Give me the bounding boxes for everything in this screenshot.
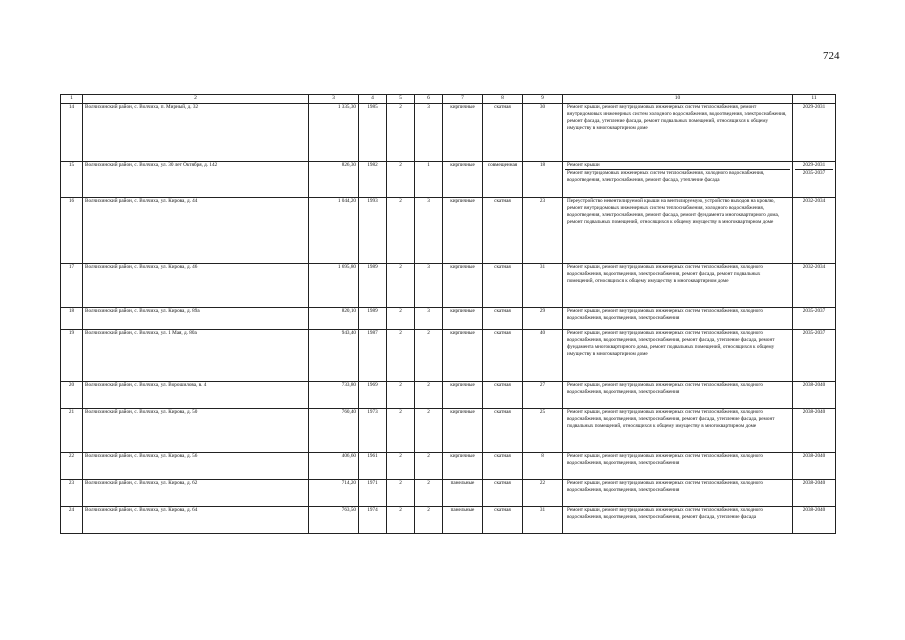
- col5-cell: 2: [387, 480, 415, 507]
- work-item: Ремонт внутридомовых инженерных систем теплоснабжения, холодного водоснабжения, водоотведения, электроснабжения, ремонт фасада, утепление фасада: [565, 169, 790, 184]
- column-header: 1: [61, 95, 83, 104]
- works-cell: [563, 453, 793, 480]
- year-cell: 1985: [359, 104, 387, 162]
- table-row: [61, 480, 836, 507]
- address-cell: Волчихинский район, с. Волчиха, п. Мирный, д. 32: [83, 104, 309, 162]
- column-header: 8: [483, 95, 523, 104]
- column-header: 3: [309, 95, 359, 104]
- work-item: Ремонт крыши, ремонт внутридомовых инженерных систем теплоснабжения, холодного водоснабжения, водоотведения, электроснабжения: [567, 308, 763, 321]
- col6-cell: 3: [415, 308, 443, 330]
- roof-type-cell: скатная: [483, 198, 523, 264]
- area-cell: 1 695,80: [309, 264, 359, 308]
- term-item: 2038-2040: [802, 382, 826, 388]
- page-number: 724: [823, 50, 840, 62]
- table-row: [61, 507, 836, 534]
- col5-cell: 2: [387, 198, 415, 264]
- works-cell: [563, 104, 793, 162]
- walls-material-cell: кирпичные: [443, 409, 483, 453]
- works-cell: [563, 382, 793, 409]
- col6-cell: 3: [415, 198, 443, 264]
- term-cell: [793, 382, 836, 409]
- area-cell: 1 044,20: [309, 198, 359, 264]
- col9-cell: 30: [523, 104, 563, 162]
- works-cell: [563, 507, 793, 534]
- walls-material-cell: кирпичные: [443, 330, 483, 382]
- col5-cell: 2: [387, 330, 415, 382]
- work-item: Ремонт крыши, ремонт внутридомовых инженерных систем теплоснабжения, холодного водоснабжения, водоотведения, электроснабжения: [567, 480, 763, 493]
- term-item: 2029-2031: [802, 104, 826, 110]
- row-number: 24: [61, 507, 83, 534]
- table-row: [61, 409, 836, 453]
- term-cell: [793, 409, 836, 453]
- col5-cell: 2: [387, 264, 415, 308]
- term-item: 2032-2034: [802, 198, 826, 204]
- col9-cell: 18: [523, 162, 563, 198]
- work-item: Ремонт крыши, ремонт внутридомовых инженерных систем теплоснабжения, холодного водоснабжения, водоотведения, электроснабжения, ремонт фасада, утепление фасада, ремонт фундамента многоквартирного дома, ремонт подвальных помещений, относящихся к общему имуществу в многоквартирном доме: [567, 330, 775, 357]
- address-cell: Волчихинский район, с. Волчиха, ул. Кирова, д. 56: [83, 453, 309, 480]
- table-row: [61, 330, 836, 382]
- roof-type-cell: скатная: [483, 104, 523, 162]
- address-cell: Волчихинский район, с. Волчиха, ул. Кирова, д. 46: [83, 264, 309, 308]
- work-item: Ремонт крыши, ремонт внутридомовых инженерных систем теплоснабжения, холодного водоснабжения, водоотведения, электроснабжения, ремонт фасада, ремонт подвальных помещений, относящихся к общему имуществу в многоквартирном доме: [567, 264, 763, 284]
- col5-cell: 2: [387, 409, 415, 453]
- works-cell: [563, 308, 793, 330]
- address-cell: Волчихинский район, с. Волчиха, ул. Ворошилова, в. 4: [83, 382, 309, 409]
- works-cell: [563, 162, 793, 198]
- year-cell: 1987: [359, 330, 387, 382]
- row-number: 17: [61, 264, 83, 308]
- roof-type-cell: скатная: [483, 308, 523, 330]
- term-cell: [793, 507, 836, 534]
- col6-cell: 3: [415, 264, 443, 308]
- address-cell: Волчихинский район, с. Волчиха, ул. Кирова, д. 62: [83, 480, 309, 507]
- walls-material-cell: кирпичные: [443, 453, 483, 480]
- table-row: [61, 382, 836, 409]
- table-row: [61, 198, 836, 264]
- col6-cell: 3: [415, 104, 443, 162]
- col9-cell: 22: [523, 480, 563, 507]
- table-row: [61, 162, 836, 198]
- col6-cell: 1: [415, 162, 443, 198]
- area-cell: 733,80: [309, 382, 359, 409]
- year-cell: 1989: [359, 308, 387, 330]
- col5-cell: 2: [387, 162, 415, 198]
- roof-type-cell: скатная: [483, 507, 523, 534]
- row-number: 15: [61, 162, 83, 198]
- year-cell: 1969: [359, 382, 387, 409]
- column-header: 2: [83, 95, 309, 104]
- column-header: 5: [387, 95, 415, 104]
- col6-cell: 2: [415, 507, 443, 534]
- year-cell: 1982: [359, 162, 387, 198]
- year-cell: 1973: [359, 409, 387, 453]
- works-cell: [563, 330, 793, 382]
- term-item: 2032-2034: [802, 264, 826, 270]
- roof-type-cell: совмещенная: [483, 162, 523, 198]
- term-cell: [793, 330, 836, 382]
- row-number: 14: [61, 104, 83, 162]
- work-item: Ремонт крыши, ремонт внутридомовых инженерных систем теплоснабжения, холодного водоснабжения, водоотведения, электроснабжения: [567, 453, 763, 466]
- walls-material-cell: кирпичные: [443, 382, 483, 409]
- works-cell: [563, 264, 793, 308]
- term-cell: [793, 264, 836, 308]
- col9-cell: 31: [523, 264, 563, 308]
- walls-material-cell: кирпичные: [443, 104, 483, 162]
- col5-cell: 2: [387, 382, 415, 409]
- column-header: 11: [793, 95, 836, 104]
- table-row: [61, 104, 836, 162]
- works-cell: [563, 409, 793, 453]
- term-cell: [793, 453, 836, 480]
- term-item: 2029-2031: [802, 162, 826, 168]
- row-number: 21: [61, 409, 83, 453]
- column-header: 4: [359, 95, 387, 104]
- area-cell: 763,50: [309, 507, 359, 534]
- col9-cell: 25: [523, 409, 563, 453]
- col5-cell: 2: [387, 308, 415, 330]
- walls-material-cell: панельные: [443, 480, 483, 507]
- walls-material-cell: кирпичные: [443, 308, 483, 330]
- term-item: 2035-2037: [795, 169, 833, 177]
- roof-type-cell: скатная: [483, 480, 523, 507]
- col9-cell: 8: [523, 453, 563, 480]
- column-header: 10: [563, 95, 793, 104]
- work-item: Ремонт крыши, ремонт внутридомовых инженерных систем теплоснабжения, холодного водоснабжения, водоотведения, электроснабжения: [567, 382, 763, 395]
- address-cell: Волчихинский район, с. Волчиха, ул. Кирова, д. 64: [83, 507, 309, 534]
- year-cell: 1989: [359, 264, 387, 308]
- works-cell: [563, 198, 793, 264]
- works-cell: [563, 480, 793, 507]
- roof-type-cell: скатная: [483, 264, 523, 308]
- address-cell: Волчихинский район, с. Волчиха, ул. 1 Мая, д. 80а: [83, 330, 309, 382]
- area-cell: 760,40: [309, 409, 359, 453]
- year-cell: 1993: [359, 198, 387, 264]
- row-number: 19: [61, 330, 83, 382]
- term-cell: [793, 308, 836, 330]
- term-cell: [793, 198, 836, 264]
- column-header: 6: [415, 95, 443, 104]
- roof-type-cell: скатная: [483, 453, 523, 480]
- col6-cell: 2: [415, 330, 443, 382]
- col5-cell: 2: [387, 104, 415, 162]
- year-cell: 1961: [359, 453, 387, 480]
- table-row: [61, 264, 836, 308]
- col5-cell: 2: [387, 453, 415, 480]
- work-item: Ремонт крыши, ремонт внутридомовых инженерных систем теплоснабжения, ремонт внутридомовых инженерных систем холодного водоснабжения, водоотведения, электроснабжения, ремонт фасада, утепление фасада, ремонт подвальных помещений, относящихся к общему имуществу в многоквартирном доме: [567, 104, 787, 131]
- address-cell: Волчихинский район, с. Волчиха, ул. Кирова, д. 44: [83, 198, 309, 264]
- roof-type-cell: скатная: [483, 382, 523, 409]
- col9-cell: 40: [523, 330, 563, 382]
- walls-material-cell: кирпичные: [443, 162, 483, 198]
- repair-schedule-table: [60, 94, 836, 534]
- column-number-row: [61, 95, 836, 104]
- walls-material-cell: кирпичные: [443, 198, 483, 264]
- area-cell: 820,10: [309, 308, 359, 330]
- work-item: Ремонт крыши, ремонт внутридомовых инженерных систем теплоснабжения, холодного водоснабжения, водоотведения, электроснабжения, ремонт фасада, утепление фасада, ремонт подвальных помещений, относящихся к общему имуществу в многоквартирном доме: [567, 409, 775, 429]
- table-row: [61, 308, 836, 330]
- area-cell: 943,40: [309, 330, 359, 382]
- area-cell: 406,60: [309, 453, 359, 480]
- area-cell: 714,20: [309, 480, 359, 507]
- roof-type-cell: скатная: [483, 409, 523, 453]
- row-number: 22: [61, 453, 83, 480]
- walls-material-cell: кирпичные: [443, 264, 483, 308]
- term-item: 2035-2037: [802, 308, 826, 314]
- col6-cell: 2: [415, 409, 443, 453]
- year-cell: 1971: [359, 480, 387, 507]
- term-cell: [793, 480, 836, 507]
- col9-cell: 29: [523, 308, 563, 330]
- col6-cell: 2: [415, 480, 443, 507]
- col6-cell: 2: [415, 382, 443, 409]
- term-item: 2038-2040: [802, 507, 826, 513]
- row-number: 20: [61, 382, 83, 409]
- work-item: Ремонт крыши, ремонт внутридомовых инженерных систем теплоснабжения, холодного водоснабжения, водоотведения, электроснабжения, ремонт фасада, утепление фасада: [567, 507, 763, 520]
- area-cell: 1 335,30: [309, 104, 359, 162]
- row-number: 18: [61, 308, 83, 330]
- col5-cell: 2: [387, 507, 415, 534]
- work-item: Ремонт крыши: [567, 162, 600, 168]
- term-item: 2038-2040: [802, 480, 826, 486]
- term-cell: [793, 104, 836, 162]
- year-cell: 1974: [359, 507, 387, 534]
- term-item: 2035-2037: [802, 330, 826, 336]
- address-cell: Волчихинский район, с. Волчиха, ул. Кирова, д. 50: [83, 409, 309, 453]
- walls-material-cell: панельные: [443, 507, 483, 534]
- address-cell: Волчихинский район, с. Волчиха, ул. Кирова, д. 89а: [83, 308, 309, 330]
- row-number: 16: [61, 198, 83, 264]
- area-cell: 826,30: [309, 162, 359, 198]
- term-item: 2038-2040: [802, 453, 826, 459]
- row-number: 23: [61, 480, 83, 507]
- term-item: 2038-2040: [802, 409, 826, 415]
- col6-cell: 2: [415, 453, 443, 480]
- column-header: 7: [443, 95, 483, 104]
- col9-cell: 27: [523, 382, 563, 409]
- work-item: Переустройство невентилируемой крыши на вентилируемую, устройство выходов на кровлю, ремонт внутридомовых инженерных систем теплоснабжения, холодного водоснабжения, водоотведения, электроснабжения, ремонт фасада, ремонт фундамента многоквартирного дома, ремонт подвальных помещений, относящихся к общему имуществу в многоквартирном доме: [567, 198, 780, 225]
- roof-type-cell: скатная: [483, 330, 523, 382]
- col9-cell: 31: [523, 507, 563, 534]
- column-header: 9: [523, 95, 563, 104]
- address-cell: Волчихинский район, с. Волчиха, ул. 30 лет Октября, д. 142: [83, 162, 309, 198]
- table-row: [61, 453, 836, 480]
- term-cell: [793, 162, 836, 198]
- col9-cell: 23: [523, 198, 563, 264]
